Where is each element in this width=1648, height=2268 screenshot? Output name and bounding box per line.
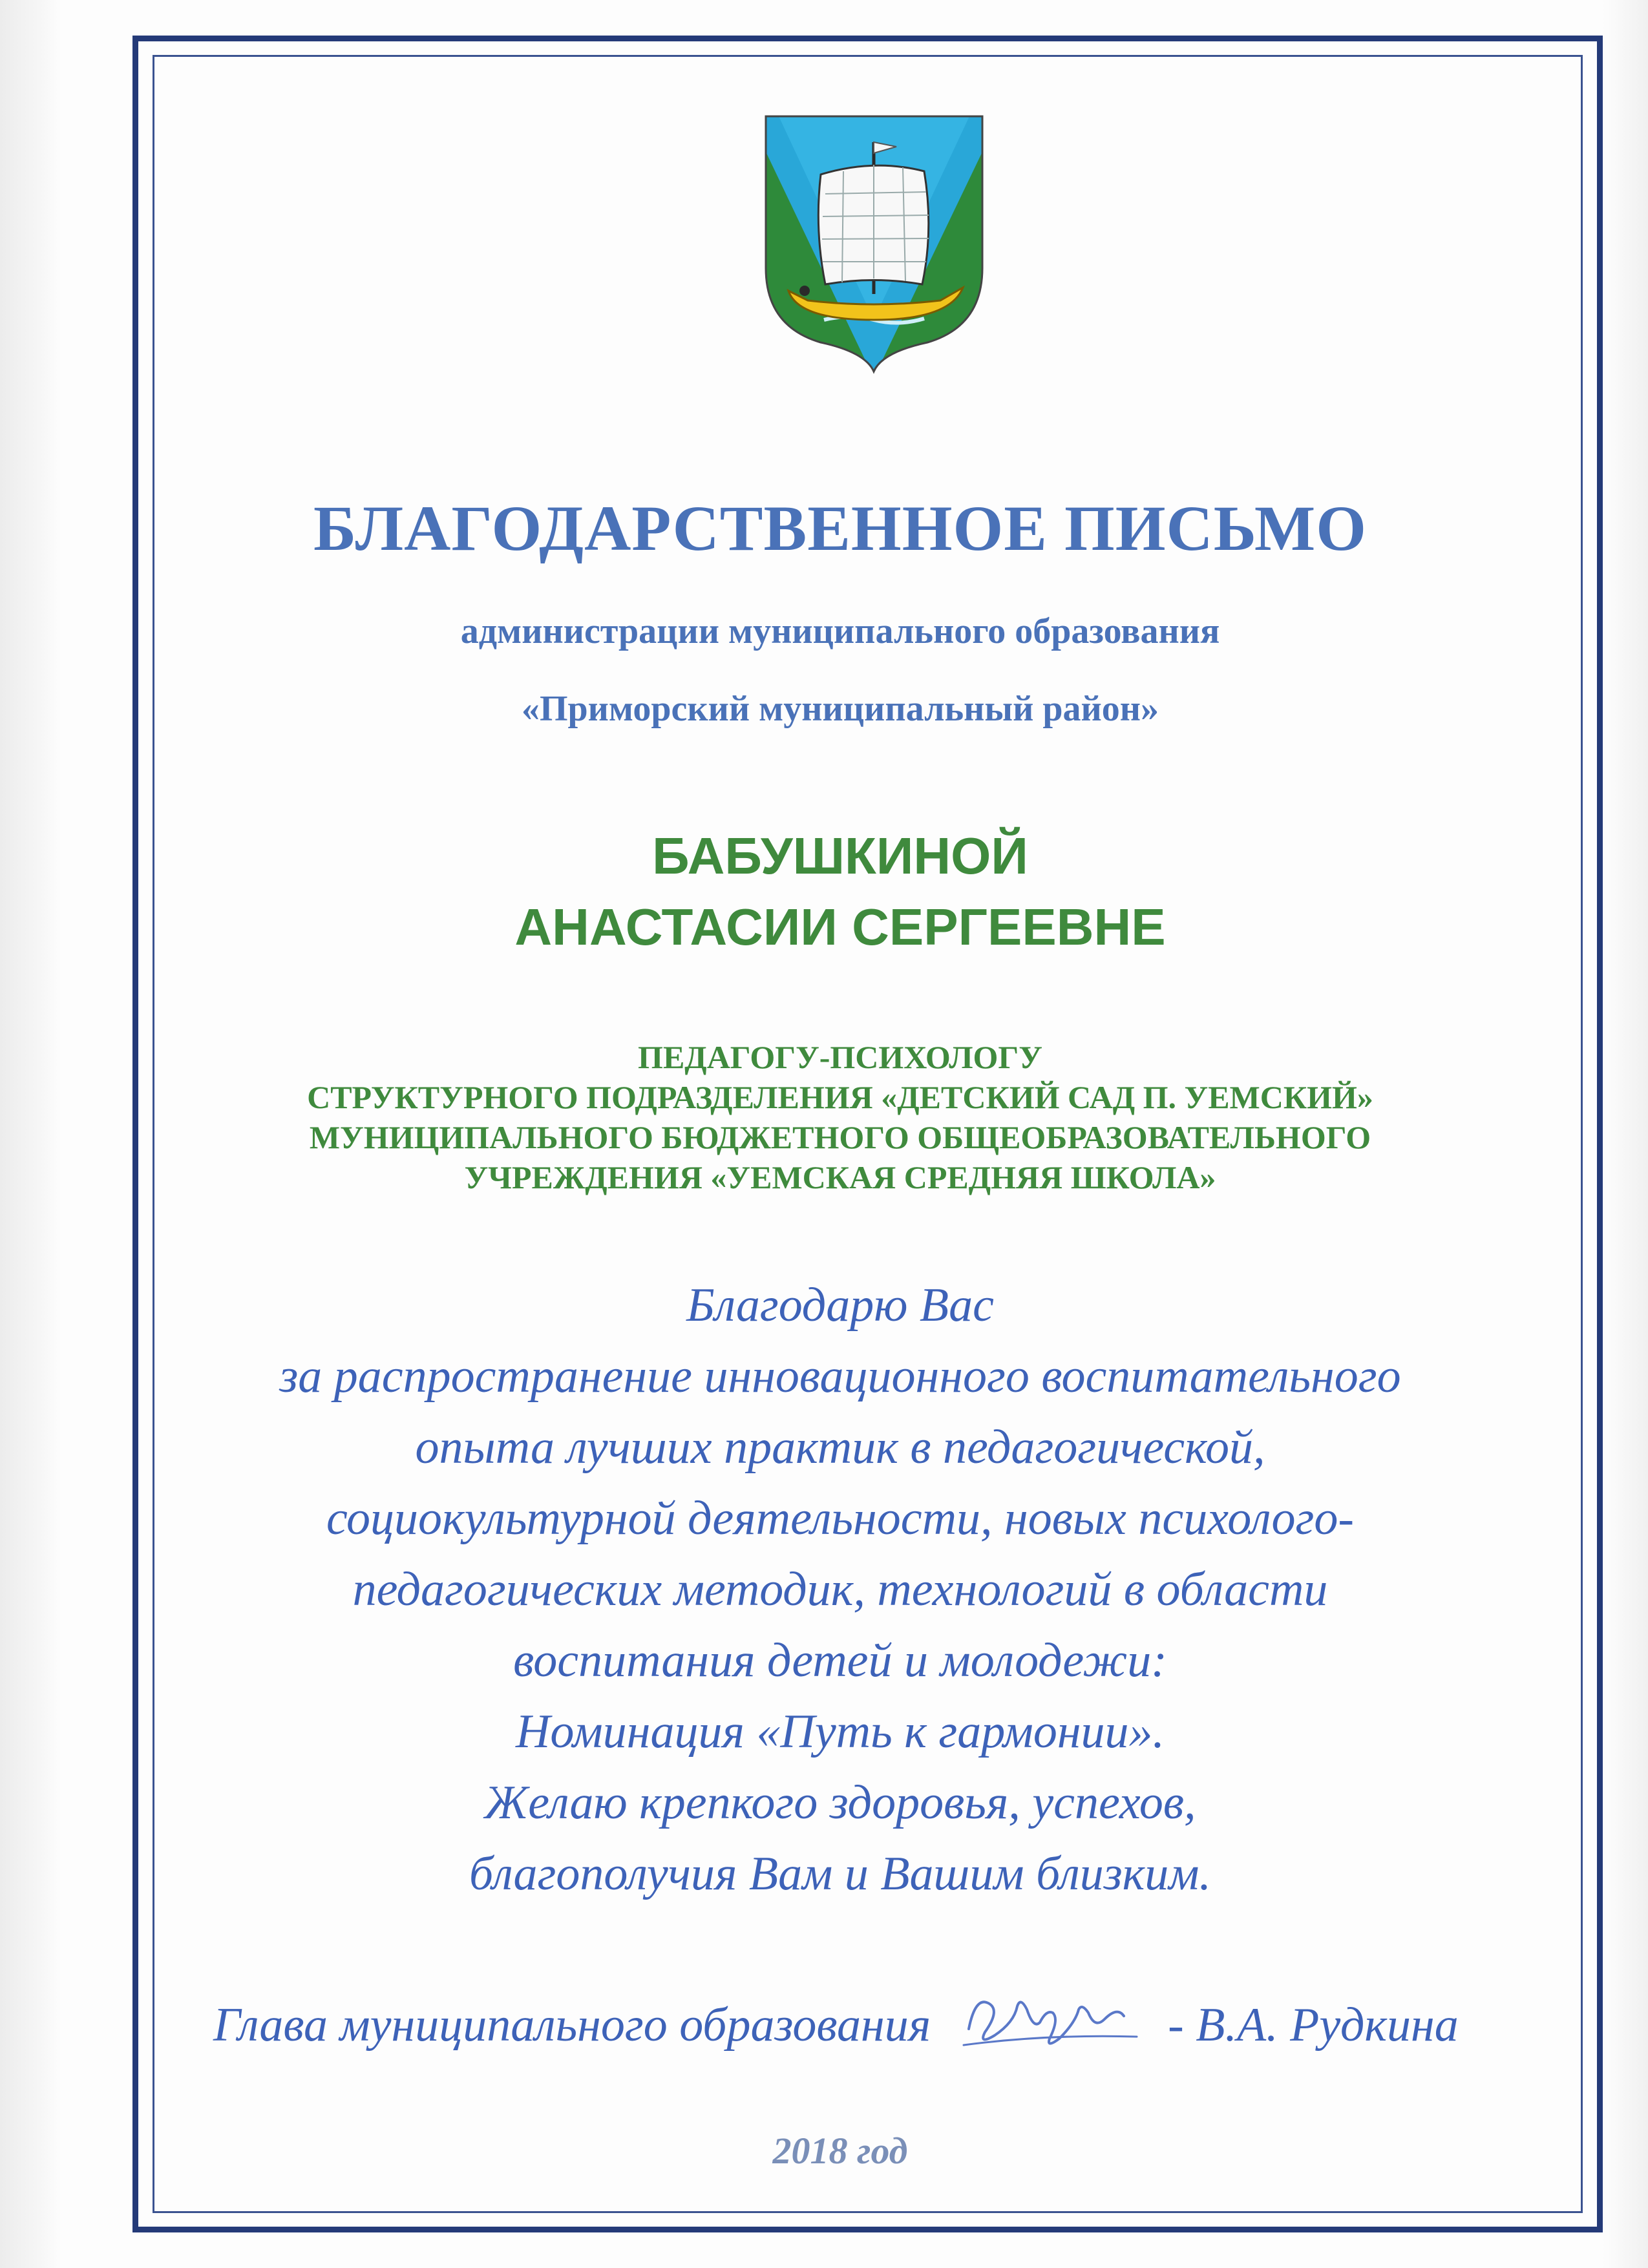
signatory-name: - В.А. Рудкина <box>1168 1999 1459 2052</box>
body-line: воспитания детей и молодежи: <box>513 1634 1167 1687</box>
position-line: УЧРЕЖДЕНИЯ «УЕМСКАЯ СРЕДНЯЯ ШКОЛА» <box>464 1159 1216 1195</box>
issuer-line-2: «Приморский муниципальный район» <box>521 689 1159 729</box>
body-line: опыта лучших практик в педагогической, <box>415 1421 1265 1474</box>
position-line: МУНИЦИПАЛЬНОГО БЮДЖЕТНОГО ОБЩЕОБРАЗОВАТЕЛЬНОГО <box>309 1119 1371 1155</box>
recipient-position <box>194 1037 1486 1197</box>
issue-year: 2018 год <box>772 2130 908 2172</box>
body-line: Желаю крепкого здоровья, успехов, <box>484 1776 1196 1829</box>
position-line: СТРУКТУРНОГО ПОДРАЗДЕЛЕНИЯ «ДЕТСКИЙ САД П. УЕМСКИЙ» <box>307 1079 1373 1115</box>
signature-block <box>213 1984 1570 2067</box>
body-line: Благодарю Вас <box>686 1279 994 1332</box>
signatory-title: Глава муниципального образования <box>213 1999 931 2052</box>
recipient-name <box>194 821 1486 963</box>
body-line: благополучия Вам и Вашим близким. <box>469 1847 1211 1900</box>
body-line: за распространение инновационного воспитательного <box>279 1350 1401 1403</box>
body-line: Номинация «Путь к гармонии». <box>515 1705 1165 1758</box>
recipient-surname: БАБУШКИНОЙ <box>652 827 1028 885</box>
scan-edge-right <box>1603 0 1648 2268</box>
recipient-given-names: АНАСТАСИИ СЕРГЕЕВНЕ <box>514 898 1166 956</box>
position-line: ПЕДАГОГУ-ПСИХОЛОГУ <box>638 1039 1042 1075</box>
body-line: педагогических методик, технологий в области <box>352 1563 1328 1616</box>
body-line: социокультурной деятельности, новых психолого- <box>326 1492 1355 1545</box>
scan-edge-left <box>0 0 61 2268</box>
gratitude-text <box>194 1270 1486 1909</box>
handwritten-signature <box>956 1984 1143 2067</box>
issuer-line-1: администрации муниципального образования <box>460 611 1220 651</box>
coat-of-arms-ship-icon <box>753 107 995 378</box>
document-title: БЛАГОДАРСТВЕННОЕ ПИСЬМО <box>313 492 1368 564</box>
